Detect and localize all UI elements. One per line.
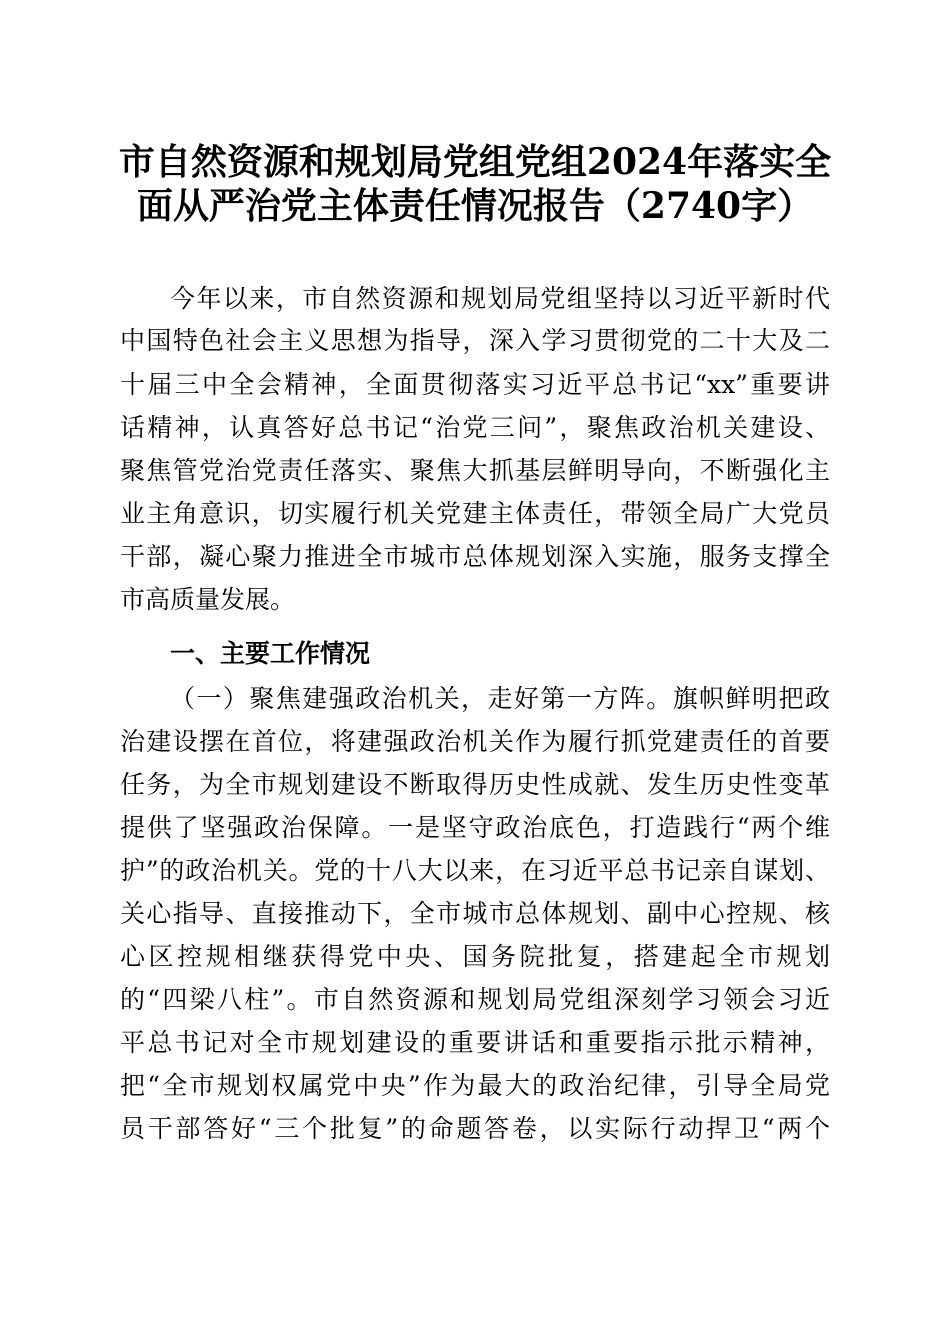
paragraph-line: 心区控规相继获得党中央、国务院批复，搭建起全市规划 — [120, 942, 830, 971]
paragraph-line: 提供了坚强政治保障。一是坚守政治底色，打造践行“两个维 — [120, 813, 830, 842]
paragraph-line: 干部，凝心聚力推进全市城市总体规划深入实施，服务支撑全 — [120, 542, 830, 571]
paragraph-line: 业主角意识，切实履行机关党建主体责任，带领全局广大党员 — [120, 499, 830, 528]
paragraph-line: 员干部答好“三个批复”的命题答卷，以实际行动捍卫“两个 — [120, 1114, 830, 1143]
paragraph-line: 治建设摆在首位，将建强政治机关作为履行抓党建责任的首要 — [120, 727, 830, 756]
paragraph-line: 的“四梁八柱”。市自然资源和规划局党组深刻学习领会习近 — [120, 985, 830, 1014]
paragraph-line: 关心指导、直接推动下，全市城市总体规划、副中心控规、核 — [120, 899, 830, 928]
paragraph-line: 市高质量发展。 — [120, 585, 296, 614]
document-title-line-1: 市自然资源和规划局党组党组2024年落实全 — [118, 141, 832, 183]
paragraph-line: 十届三中全会精神，全面贯彻落实习近平总书记“xx”重要讲 — [120, 370, 830, 399]
paragraph-line: 任务，为全市规划建设不断取得历史性成就、发生历史性变革 — [120, 770, 830, 799]
paragraph-line: 话精神，认真答好总书记“治党三问”，聚焦政治机关建设、 — [120, 413, 830, 442]
paragraph-line: 护”的政治机关。党的十八大以来，在习近平总书记亲自谋划、 — [120, 856, 830, 885]
paragraph-line: 平总书记对全市规划建设的重要讲话和重要指示批示精神， — [120, 1028, 830, 1057]
paragraph-line: 聚焦管党治党责任落实、聚焦大抓基层鲜明导向，不断强化主 — [120, 456, 830, 485]
document-title-line-2: 面从严治党主体责任情况报告（2740字） — [136, 185, 814, 227]
paragraph-line: 中国特色社会主义思想为指导，深入学习贯彻党的二十大及二 — [120, 326, 830, 355]
section-heading: 一、主要工作情况 — [170, 639, 371, 668]
paragraph-line: （一）聚焦建强政治机关，走好第一方阵。旗帜鲜明把政 — [170, 684, 830, 713]
paragraph-line: 今年以来，市自然资源和规划局党组坚持以习近平新时代 — [170, 284, 830, 313]
paragraph-line: 把“全市规划权属党中央”作为最大的政治纪律，引导全局党 — [120, 1071, 830, 1100]
